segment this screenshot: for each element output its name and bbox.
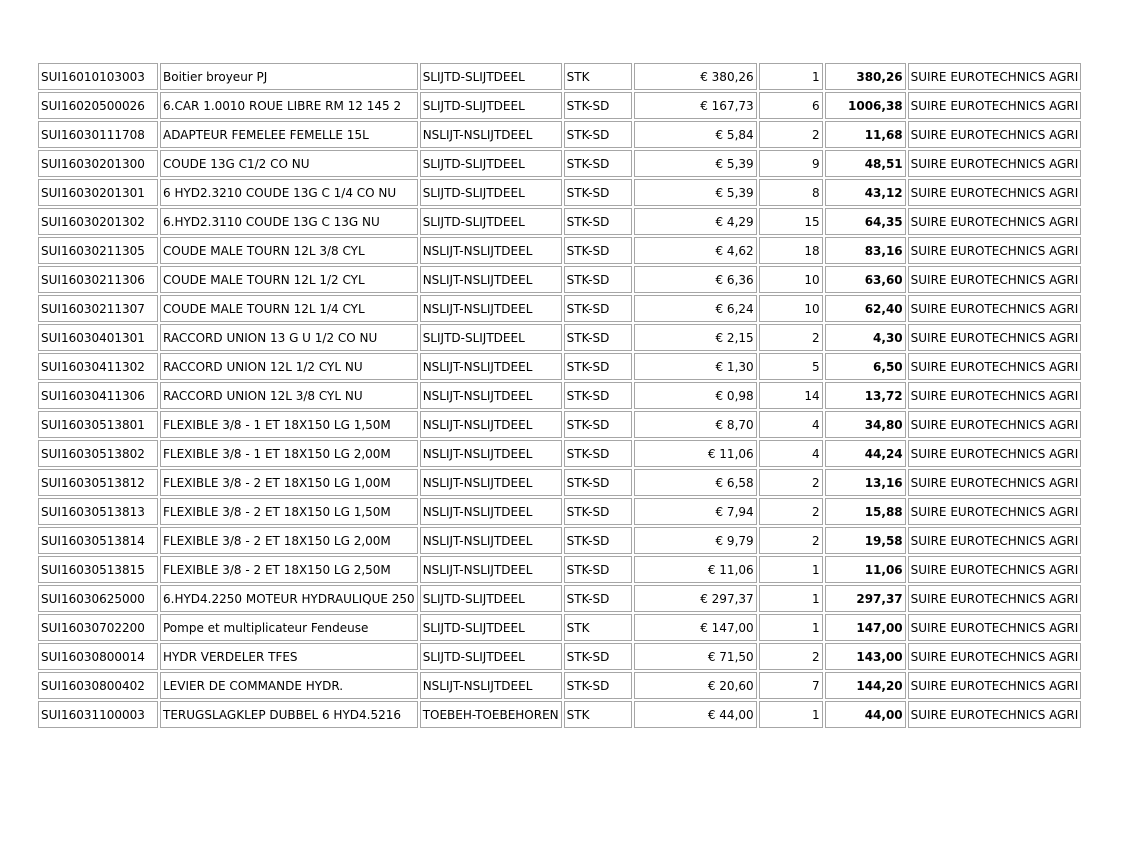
- quantity-cell: 1: [759, 701, 823, 728]
- supplier-cell: SUIRE EUROTECHNICS AGRI: [908, 63, 1082, 90]
- unit-cell: STK-SD: [564, 295, 632, 322]
- description-cell: 6.HYD2.3110 COUDE 13G C 13G NU: [160, 208, 418, 235]
- table-row: [38, 382, 1081, 409]
- category-cell: NSLIJT-NSLIJTDEEL: [420, 353, 562, 380]
- description-cell: 6.HYD4.2250 MOTEUR HYDRAULIQUE 250: [160, 585, 418, 612]
- supplier-cell: SUIRE EUROTECHNICS AGRI: [908, 150, 1082, 177]
- category-cell: SLIJTD-SLIJTDEEL: [420, 92, 562, 119]
- line-total-cell: 144,20: [825, 672, 906, 699]
- unit-price-cell: € 297,37: [634, 585, 757, 612]
- unit-price-cell: € 11,06: [634, 556, 757, 583]
- table-row: [38, 643, 1081, 670]
- unit-price-cell: € 8,70: [634, 411, 757, 438]
- line-total-cell: 63,60: [825, 266, 906, 293]
- unit-cell: STK-SD: [564, 92, 632, 119]
- table-body: [38, 63, 1081, 728]
- supplier-cell: SUIRE EUROTECHNICS AGRI: [908, 353, 1082, 380]
- supplier-cell: SUIRE EUROTECHNICS AGRI: [908, 556, 1082, 583]
- table-row: [38, 556, 1081, 583]
- unit-price-cell: € 0,98: [634, 382, 757, 409]
- article-code-cell: SUI16030401301: [38, 324, 158, 351]
- description-cell: Boitier broyeur PJ: [160, 63, 418, 90]
- quantity-cell: 6: [759, 92, 823, 119]
- line-total-cell: 147,00: [825, 614, 906, 641]
- supplier-cell: SUIRE EUROTECHNICS AGRI: [908, 469, 1082, 496]
- description-cell: RACCORD UNION 13 G U 1/2 CO NU: [160, 324, 418, 351]
- description-cell: 6 HYD2.3210 COUDE 13G C 1/4 CO NU: [160, 179, 418, 206]
- unit-cell: STK: [564, 614, 632, 641]
- unit-price-cell: € 5,39: [634, 179, 757, 206]
- supplier-cell: SUIRE EUROTECHNICS AGRI: [908, 411, 1082, 438]
- table-row: [38, 92, 1081, 119]
- parts-table: [36, 61, 1083, 730]
- unit-cell: STK-SD: [564, 469, 632, 496]
- unit-cell: STK-SD: [564, 121, 632, 148]
- category-cell: SLIJTD-SLIJTDEEL: [420, 585, 562, 612]
- article-code-cell: SUI16030211306: [38, 266, 158, 293]
- supplier-cell: SUIRE EUROTECHNICS AGRI: [908, 92, 1082, 119]
- quantity-cell: 2: [759, 498, 823, 525]
- line-total-cell: 43,12: [825, 179, 906, 206]
- table-row: [38, 121, 1081, 148]
- category-cell: NSLIJT-NSLIJTDEEL: [420, 469, 562, 496]
- unit-price-cell: € 7,94: [634, 498, 757, 525]
- article-code-cell: SUI16030513812: [38, 469, 158, 496]
- unit-price-cell: € 20,60: [634, 672, 757, 699]
- description-cell: RACCORD UNION 12L 1/2 CYL NU: [160, 353, 418, 380]
- description-cell: FLEXIBLE 3/8 - 2 ET 18X150 LG 1,50M: [160, 498, 418, 525]
- unit-cell: STK-SD: [564, 237, 632, 264]
- unit-price-cell: € 44,00: [634, 701, 757, 728]
- unit-price-cell: € 6,24: [634, 295, 757, 322]
- unit-cell: STK: [564, 63, 632, 90]
- description-cell: LEVIER DE COMMANDE HYDR.: [160, 672, 418, 699]
- table-row: [38, 324, 1081, 351]
- line-total-cell: 143,00: [825, 643, 906, 670]
- category-cell: SLIJTD-SLIJTDEEL: [420, 324, 562, 351]
- unit-price-cell: € 5,39: [634, 150, 757, 177]
- line-total-cell: 13,72: [825, 382, 906, 409]
- article-code-cell: SUI16030411306: [38, 382, 158, 409]
- quantity-cell: 14: [759, 382, 823, 409]
- line-total-cell: 19,58: [825, 527, 906, 554]
- description-cell: TERUGSLAGKLEP DUBBEL 6 HYD4.5216: [160, 701, 418, 728]
- category-cell: SLIJTD-SLIJTDEEL: [420, 150, 562, 177]
- supplier-cell: SUIRE EUROTECHNICS AGRI: [908, 498, 1082, 525]
- line-total-cell: 11,68: [825, 121, 906, 148]
- description-cell: 6.CAR 1.0010 ROUE LIBRE RM 12 145 2: [160, 92, 418, 119]
- unit-cell: STK-SD: [564, 179, 632, 206]
- category-cell: NSLIJT-NSLIJTDEEL: [420, 440, 562, 467]
- article-code-cell: SUI16030800014: [38, 643, 158, 670]
- article-code-cell: SUI16030513813: [38, 498, 158, 525]
- article-code-cell: SUI16030201301: [38, 179, 158, 206]
- description-cell: FLEXIBLE 3/8 - 1 ET 18X150 LG 2,00M: [160, 440, 418, 467]
- category-cell: NSLIJT-NSLIJTDEEL: [420, 556, 562, 583]
- article-code-cell: SUI16030513802: [38, 440, 158, 467]
- article-code-cell: SUI16030800402: [38, 672, 158, 699]
- description-cell: FLEXIBLE 3/8 - 1 ET 18X150 LG 1,50M: [160, 411, 418, 438]
- table-row: [38, 63, 1081, 90]
- unit-cell: STK-SD: [564, 208, 632, 235]
- unit-price-cell: € 9,79: [634, 527, 757, 554]
- description-cell: FLEXIBLE 3/8 - 2 ET 18X150 LG 2,50M: [160, 556, 418, 583]
- line-total-cell: 11,06: [825, 556, 906, 583]
- table-row: [38, 498, 1081, 525]
- article-code-cell: SUI16010103003: [38, 63, 158, 90]
- supplier-cell: SUIRE EUROTECHNICS AGRI: [908, 643, 1082, 670]
- table-row: [38, 150, 1081, 177]
- unit-cell: STK-SD: [564, 556, 632, 583]
- description-cell: COUDE 13G C1/2 CO NU: [160, 150, 418, 177]
- unit-price-cell: € 11,06: [634, 440, 757, 467]
- quantity-cell: 1: [759, 614, 823, 641]
- supplier-cell: SUIRE EUROTECHNICS AGRI: [908, 179, 1082, 206]
- unit-cell: STK-SD: [564, 411, 632, 438]
- unit-cell: STK-SD: [564, 527, 632, 554]
- table-row: [38, 440, 1081, 467]
- unit-cell: STK-SD: [564, 150, 632, 177]
- unit-price-cell: € 5,84: [634, 121, 757, 148]
- quantity-cell: 5: [759, 353, 823, 380]
- description-cell: COUDE MALE TOURN 12L 1/2 CYL: [160, 266, 418, 293]
- unit-price-cell: € 2,15: [634, 324, 757, 351]
- article-code-cell: SUI16030201300: [38, 150, 158, 177]
- line-total-cell: 64,35: [825, 208, 906, 235]
- quantity-cell: 4: [759, 440, 823, 467]
- description-cell: RACCORD UNION 12L 3/8 CYL NU: [160, 382, 418, 409]
- unit-cell: STK-SD: [564, 585, 632, 612]
- quantity-cell: 2: [759, 643, 823, 670]
- category-cell: NSLIJT-NSLIJTDEEL: [420, 672, 562, 699]
- quantity-cell: 10: [759, 295, 823, 322]
- quantity-cell: 4: [759, 411, 823, 438]
- description-cell: Pompe et multiplicateur Fendeuse: [160, 614, 418, 641]
- article-code-cell: SUI16030201302: [38, 208, 158, 235]
- table-row: [38, 527, 1081, 554]
- category-cell: NSLIJT-NSLIJTDEEL: [420, 121, 562, 148]
- quantity-cell: 10: [759, 266, 823, 293]
- table-row: [38, 237, 1081, 264]
- category-cell: SLIJTD-SLIJTDEEL: [420, 179, 562, 206]
- article-code-cell: SUI16030702200: [38, 614, 158, 641]
- quantity-cell: 1: [759, 585, 823, 612]
- quantity-cell: 18: [759, 237, 823, 264]
- quantity-cell: 7: [759, 672, 823, 699]
- category-cell: NSLIJT-NSLIJTDEEL: [420, 411, 562, 438]
- category-cell: NSLIJT-NSLIJTDEEL: [420, 266, 562, 293]
- category-cell: SLIJTD-SLIJTDEEL: [420, 208, 562, 235]
- article-code-cell: SUI16030513815: [38, 556, 158, 583]
- supplier-cell: SUIRE EUROTECHNICS AGRI: [908, 701, 1082, 728]
- table-row: [38, 614, 1081, 641]
- quantity-cell: 9: [759, 150, 823, 177]
- quantity-cell: 2: [759, 469, 823, 496]
- unit-cell: STK: [564, 701, 632, 728]
- article-code-cell: SUI16030513801: [38, 411, 158, 438]
- unit-price-cell: € 6,58: [634, 469, 757, 496]
- supplier-cell: SUIRE EUROTECHNICS AGRI: [908, 527, 1082, 554]
- table-row: [38, 672, 1081, 699]
- category-cell: NSLIJT-NSLIJTDEEL: [420, 527, 562, 554]
- table-row: [38, 295, 1081, 322]
- category-cell: NSLIJT-NSLIJTDEEL: [420, 237, 562, 264]
- table-row: [38, 411, 1081, 438]
- supplier-cell: SUIRE EUROTECHNICS AGRI: [908, 672, 1082, 699]
- unit-cell: STK-SD: [564, 353, 632, 380]
- line-total-cell: 44,24: [825, 440, 906, 467]
- category-cell: TOEBEH-TOEBEHOREN: [420, 701, 562, 728]
- unit-price-cell: € 147,00: [634, 614, 757, 641]
- unit-cell: STK-SD: [564, 266, 632, 293]
- line-total-cell: 4,30: [825, 324, 906, 351]
- unit-cell: STK-SD: [564, 382, 632, 409]
- unit-price-cell: € 4,29: [634, 208, 757, 235]
- supplier-cell: SUIRE EUROTECHNICS AGRI: [908, 237, 1082, 264]
- quantity-cell: 1: [759, 556, 823, 583]
- description-cell: COUDE MALE TOURN 12L 1/4 CYL: [160, 295, 418, 322]
- table-row: [38, 701, 1081, 728]
- supplier-cell: SUIRE EUROTECHNICS AGRI: [908, 440, 1082, 467]
- article-code-cell: SUI16031100003: [38, 701, 158, 728]
- article-code-cell: SUI16030211305: [38, 237, 158, 264]
- table-row: [38, 208, 1081, 235]
- table-row: [38, 585, 1081, 612]
- line-total-cell: 34,80: [825, 411, 906, 438]
- category-cell: NSLIJT-NSLIJTDEEL: [420, 382, 562, 409]
- table-row: [38, 469, 1081, 496]
- supplier-cell: SUIRE EUROTECHNICS AGRI: [908, 585, 1082, 612]
- supplier-cell: SUIRE EUROTECHNICS AGRI: [908, 121, 1082, 148]
- article-code-cell: SUI16030625000: [38, 585, 158, 612]
- quantity-cell: 2: [759, 324, 823, 351]
- line-total-cell: 44,00: [825, 701, 906, 728]
- line-total-cell: 15,88: [825, 498, 906, 525]
- category-cell: SLIJTD-SLIJTDEEL: [420, 63, 562, 90]
- unit-cell: STK-SD: [564, 498, 632, 525]
- description-cell: COUDE MALE TOURN 12L 3/8 CYL: [160, 237, 418, 264]
- description-cell: FLEXIBLE 3/8 - 2 ET 18X150 LG 1,00M: [160, 469, 418, 496]
- table-row: [38, 266, 1081, 293]
- quantity-cell: 8: [759, 179, 823, 206]
- unit-price-cell: € 380,26: [634, 63, 757, 90]
- line-total-cell: 1006,38: [825, 92, 906, 119]
- unit-cell: STK-SD: [564, 440, 632, 467]
- line-total-cell: 48,51: [825, 150, 906, 177]
- article-code-cell: SUI16030111708: [38, 121, 158, 148]
- unit-price-cell: € 4,62: [634, 237, 757, 264]
- description-cell: HYDR VERDELER TFES: [160, 643, 418, 670]
- unit-price-cell: € 6,36: [634, 266, 757, 293]
- article-code-cell: SUI16030211307: [38, 295, 158, 322]
- unit-cell: STK-SD: [564, 643, 632, 670]
- category-cell: NSLIJT-NSLIJTDEEL: [420, 498, 562, 525]
- article-code-cell: SUI16020500026: [38, 92, 158, 119]
- supplier-cell: SUIRE EUROTECHNICS AGRI: [908, 295, 1082, 322]
- article-code-cell: SUI16030513814: [38, 527, 158, 554]
- line-total-cell: 6,50: [825, 353, 906, 380]
- article-code-cell: SUI16030411302: [38, 353, 158, 380]
- supplier-cell: SUIRE EUROTECHNICS AGRI: [908, 324, 1082, 351]
- supplier-cell: SUIRE EUROTECHNICS AGRI: [908, 614, 1082, 641]
- quantity-cell: 1: [759, 63, 823, 90]
- category-cell: NSLIJT-NSLIJTDEEL: [420, 295, 562, 322]
- category-cell: SLIJTD-SLIJTDEEL: [420, 643, 562, 670]
- line-total-cell: 62,40: [825, 295, 906, 322]
- line-total-cell: 380,26: [825, 63, 906, 90]
- table-row: [38, 179, 1081, 206]
- description-cell: FLEXIBLE 3/8 - 2 ET 18X150 LG 2,00M: [160, 527, 418, 554]
- supplier-cell: SUIRE EUROTECHNICS AGRI: [908, 266, 1082, 293]
- unit-price-cell: € 71,50: [634, 643, 757, 670]
- category-cell: SLIJTD-SLIJTDEEL: [420, 614, 562, 641]
- table-row: [38, 353, 1081, 380]
- unit-cell: STK-SD: [564, 672, 632, 699]
- unit-price-cell: € 167,73: [634, 92, 757, 119]
- line-total-cell: 297,37: [825, 585, 906, 612]
- supplier-cell: SUIRE EUROTECHNICS AGRI: [908, 208, 1082, 235]
- supplier-cell: SUIRE EUROTECHNICS AGRI: [908, 382, 1082, 409]
- quantity-cell: 2: [759, 121, 823, 148]
- unit-cell: STK-SD: [564, 324, 632, 351]
- line-total-cell: 83,16: [825, 237, 906, 264]
- line-total-cell: 13,16: [825, 469, 906, 496]
- quantity-cell: 2: [759, 527, 823, 554]
- quantity-cell: 15: [759, 208, 823, 235]
- unit-price-cell: € 1,30: [634, 353, 757, 380]
- description-cell: ADAPTEUR FEMELEE FEMELLE 15L: [160, 121, 418, 148]
